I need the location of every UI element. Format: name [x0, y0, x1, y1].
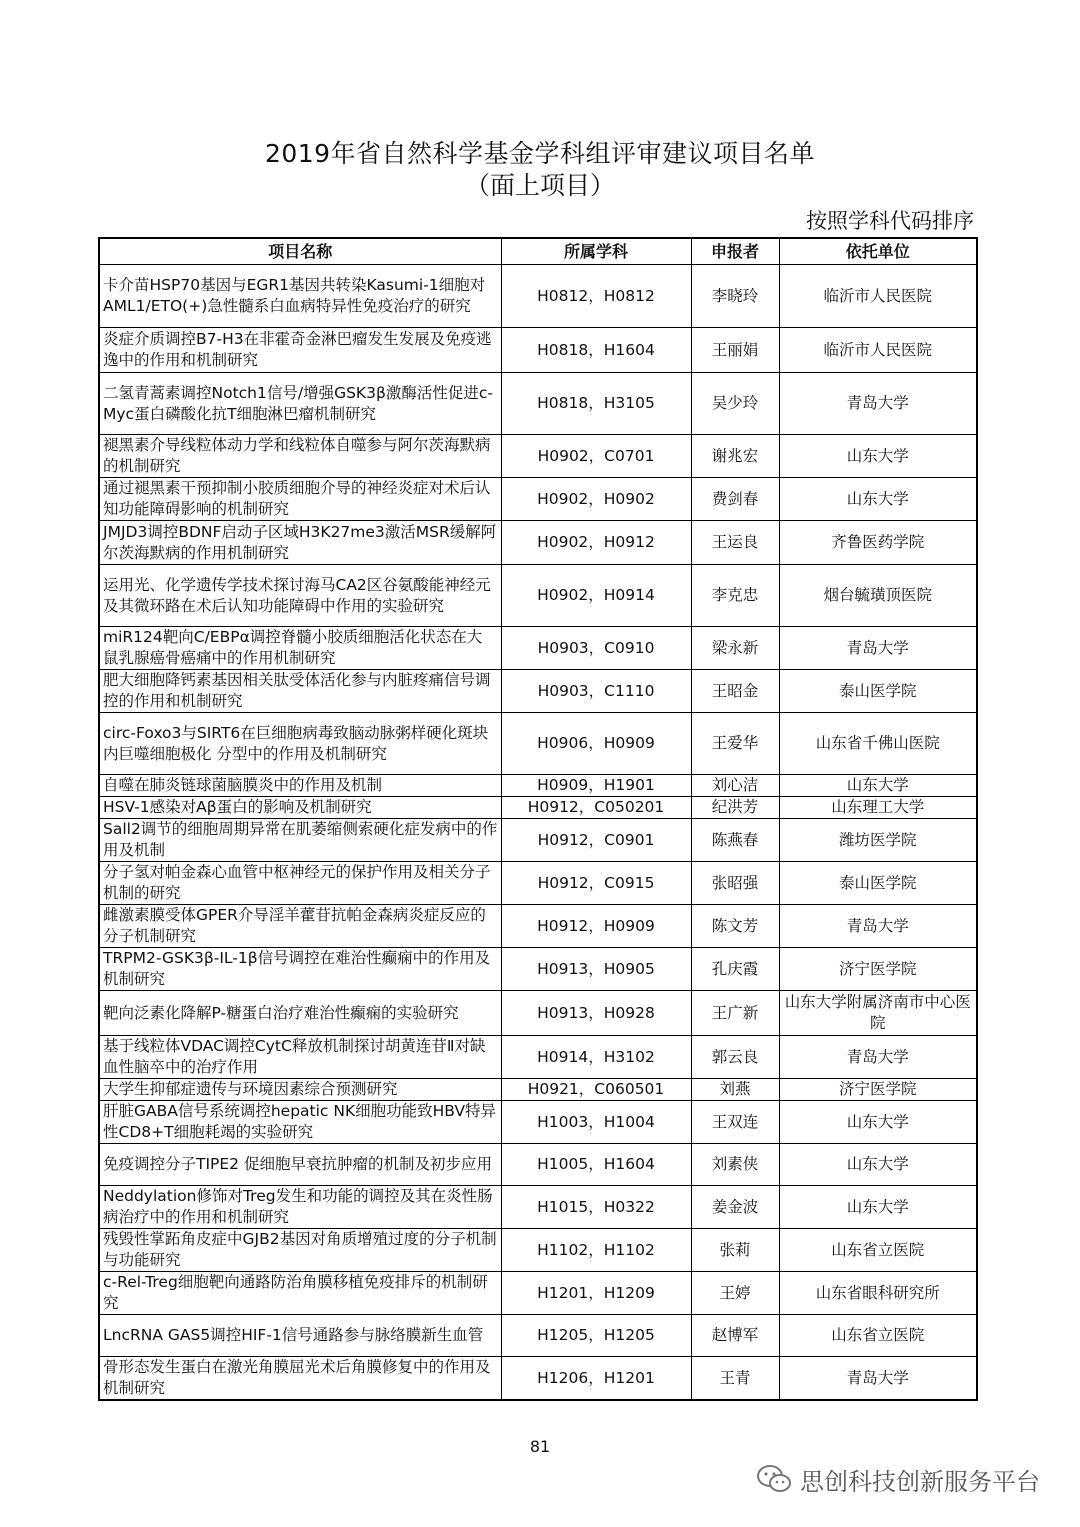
unit-cell: 山东大学 [779, 1101, 977, 1144]
unit-cell: 山东大学附属济南市中心医院 [779, 991, 977, 1036]
applicant-cell: 刘素侠 [691, 1144, 779, 1186]
unit-cell: 山东省立医院 [779, 1315, 977, 1357]
page-number: 81 [529, 1437, 551, 1456]
subject-cell: H0912，H0909 [501, 905, 691, 948]
column-header-project-name: 项目名称 [99, 238, 501, 265]
applicant-cell: 陈文芳 [691, 905, 779, 948]
column-header-unit: 依托单位 [779, 238, 977, 265]
project-name-cell: 基于线粒体VDAC调控CytC释放机制探讨胡黄连苷Ⅱ对缺血性脑卒中的治疗作用 [99, 1036, 501, 1079]
subject-cell: H0913，H0905 [501, 948, 691, 991]
unit-cell: 山东大学 [779, 478, 977, 521]
project-name-cell: 大学生抑郁症遗传与环境因素综合预测研究 [99, 1079, 501, 1101]
unit-cell: 泰山医学院 [779, 670, 977, 713]
table-row [99, 670, 977, 713]
table-row [99, 1079, 977, 1101]
subject-cell: H0912，C0915 [501, 862, 691, 905]
subject-cell: H0902，H0914 [501, 565, 691, 627]
applicant-cell: 王婷 [691, 1272, 779, 1315]
project-name-cell: 靶向泛素化降解P-糖蛋白治疗难治性癫痫的实验研究 [99, 991, 501, 1036]
subject-cell: H0913，H0928 [501, 991, 691, 1036]
watermark [756, 1461, 1040, 1497]
project-name-cell: 运用光、化学遗传学技术探讨海马CA2区谷氨酸能神经元及其微环路在术后认知功能障碍中作用的实验研究 [99, 565, 501, 627]
subject-cell: H0921，C060501 [501, 1079, 691, 1101]
applicant-cell: 纪洪芳 [691, 797, 779, 819]
column-header-subject: 所属学科 [501, 238, 691, 265]
table-row [99, 862, 977, 905]
applicant-cell: 李克忠 [691, 565, 779, 627]
subject-cell: H0912，C050201 [501, 797, 691, 819]
unit-cell: 济宁医学院 [779, 948, 977, 991]
subject-cell: H1205，H1205 [501, 1315, 691, 1357]
unit-cell: 烟台毓璜顶医院 [779, 565, 977, 627]
applicant-cell: 刘心洁 [691, 775, 779, 797]
table-row [99, 328, 977, 373]
table-row [99, 797, 977, 819]
subject-cell: H0902，H0902 [501, 478, 691, 521]
project-name-cell: 骨形态发生蛋白在激光角膜屈光术后角膜修复中的作用及机制研究 [99, 1357, 501, 1401]
project-name-cell: 炎症介质调控B7-H3在非霍奇金淋巴瘤发生发展及免疫逃逸中的作用和机制研究 [99, 328, 501, 373]
applicant-cell: 王丽娟 [691, 328, 779, 373]
project-name-cell: 自噬在肺炎链球菌脑膜炎中的作用及机制 [99, 775, 501, 797]
subject-cell: H1102，H1102 [501, 1229, 691, 1272]
unit-cell: 济宁医学院 [779, 1079, 977, 1101]
table-row [99, 627, 977, 670]
table-row [99, 1357, 977, 1401]
subject-cell: H0902，H0912 [501, 521, 691, 565]
applicant-cell: 刘燕 [691, 1079, 779, 1101]
project-name-cell: 残毁性掌跖角皮症中GJB2基因对角质增殖过度的分子机制与功能研究 [99, 1229, 501, 1272]
project-name-cell: 分子氢对帕金森心血管中枢神经元的保护作用及相关分子机制的研究 [99, 862, 501, 905]
unit-cell: 青岛大学 [779, 1357, 977, 1401]
subject-cell: H0906，H0909 [501, 713, 691, 775]
project-name-cell: TRPM2-GSK3β-IL-1β信号调控在难治性癫痫中的作用及机制研究 [99, 948, 501, 991]
subject-cell: H0912，C0901 [501, 819, 691, 862]
applicant-cell: 王广新 [691, 991, 779, 1036]
subject-cell: H0914，H3102 [501, 1036, 691, 1079]
subject-cell: H0909，H1901 [501, 775, 691, 797]
subject-cell: H0903，C0910 [501, 627, 691, 670]
unit-cell: 青岛大学 [779, 1036, 977, 1079]
unit-cell: 山东省眼科研究所 [779, 1272, 977, 1315]
unit-cell: 山东大学 [779, 435, 977, 478]
applicant-cell: 张莉 [691, 1229, 779, 1272]
unit-cell: 青岛大学 [779, 627, 977, 670]
unit-cell: 山东理工大学 [779, 797, 977, 819]
table-row [99, 1186, 977, 1229]
unit-cell: 临沂市人民医院 [779, 265, 977, 328]
page-title: 2019年省自然科学基金学科组评审建议项目名单 [264, 139, 816, 168]
applicant-cell: 姜金波 [691, 1186, 779, 1229]
table-row [99, 521, 977, 565]
project-name-cell: c-Rel-Treg细胞靶向通路防治角膜移植免疫排斥的机制研究 [99, 1272, 501, 1315]
applicant-cell: 梁永新 [691, 627, 779, 670]
subject-cell: H1003，H1004 [501, 1101, 691, 1144]
applicant-cell: 孔庆霞 [691, 948, 779, 991]
subject-cell: H1206，H1201 [501, 1357, 691, 1401]
unit-cell: 山东大学 [779, 1186, 977, 1229]
applicant-cell: 陈燕春 [691, 819, 779, 862]
unit-cell: 山东省千佛山医院 [779, 713, 977, 775]
applicant-cell: 王爱华 [691, 713, 779, 775]
unit-cell: 青岛大学 [779, 373, 977, 435]
project-name-cell: 雌激素膜受体GPER介导淫羊藿苷抗帕金森病炎症反应的分子机制研究 [99, 905, 501, 948]
unit-cell: 山东大学 [779, 775, 977, 797]
project-name-cell: 通过褪黑素干预抑制小胶质细胞介导的神经炎症对术后认知功能障碍影响的机制研究 [99, 478, 501, 521]
applicant-cell: 王青 [691, 1357, 779, 1401]
table-row [99, 991, 977, 1036]
wechat-icon [756, 1464, 792, 1494]
project-name-cell: 免疫调控分子TIPE2 促细胞早衰抗肿瘤的机制及初步应用 [99, 1144, 501, 1186]
page-subtitle: （面上项目） [464, 171, 615, 200]
applicant-cell: 张昭强 [691, 862, 779, 905]
project-name-cell: 褪黑素介导线粒体动力学和线粒体自噬参与阿尔茨海默病的机制研究 [99, 435, 501, 478]
watermark-text: 思创科技创新服务平台 [800, 1467, 1040, 1496]
table-row [99, 435, 977, 478]
subject-cell: H0818，H1604 [501, 328, 691, 373]
applicant-cell: 王双连 [691, 1101, 779, 1144]
project-table [98, 237, 978, 1401]
project-name-cell: LncRNA GAS5调控HIF-1信号通路参与脉络膜新生血管 [99, 1315, 501, 1357]
table-row [99, 373, 977, 435]
applicant-cell: 吴少玲 [691, 373, 779, 435]
project-name-cell: 肥大细胞降钙素基因相关肽受体活化参与内脏疼痛信号调控的作用和机制研究 [99, 670, 501, 713]
table-row [99, 1144, 977, 1186]
unit-cell: 青岛大学 [779, 905, 977, 948]
table-header-row [99, 238, 977, 265]
applicant-cell: 李晓玲 [691, 265, 779, 328]
column-header-applicant: 申报者 [691, 238, 779, 265]
unit-cell: 山东大学 [779, 1144, 977, 1186]
applicant-cell: 谢兆宏 [691, 435, 779, 478]
table-row [99, 713, 977, 775]
subject-cell: H0903，C1110 [501, 670, 691, 713]
subject-cell: H1201，H1209 [501, 1272, 691, 1315]
table-row [99, 565, 977, 627]
applicant-cell: 郭云良 [691, 1036, 779, 1079]
subject-cell: H1005，H1604 [501, 1144, 691, 1186]
table-row [99, 819, 977, 862]
applicant-cell: 赵博军 [691, 1315, 779, 1357]
unit-cell: 山东省立医院 [779, 1229, 977, 1272]
project-name-cell: JMJD3调控BDNF启动子区域H3K27me3激活MSR缓解阿尔茨海默病的作用机制研究 [99, 521, 501, 565]
unit-cell: 齐鲁医药学院 [779, 521, 977, 565]
table-row [99, 1315, 977, 1357]
sort-note: 按照学科代码排序 [806, 209, 974, 233]
project-name-cell: circ-Foxo3与SIRT6在巨细胞病毒致脑动脉粥样硬化斑块内巨噬细胞极化 分型中的作用及机制研究 [99, 713, 501, 775]
table-row [99, 1229, 977, 1272]
project-name-cell: Sall2调节的细胞周期异常在肌萎缩侧索硬化症发病中的作用及机制 [99, 819, 501, 862]
applicant-cell: 费剑春 [691, 478, 779, 521]
table-row [99, 265, 977, 328]
table-body [99, 265, 977, 1401]
table-row [99, 1272, 977, 1315]
unit-cell: 临沂市人民医院 [779, 328, 977, 373]
project-name-cell: 肝脏GABA信号系统调控hepatic NK细胞功能致HBV特异性CD8+T细胞耗竭的实验研究 [99, 1101, 501, 1144]
project-name-cell: Neddylation修饰对Treg发生和功能的调控及其在炎性肠病治疗中的作用和机制研究 [99, 1186, 501, 1229]
table-row [99, 905, 977, 948]
applicant-cell: 王运良 [691, 521, 779, 565]
table-row [99, 775, 977, 797]
project-name-cell: 卡介苗HSP70基因与EGR1基因共转染Kasumi-1细胞对AML1/ETO(+)急性髓系白血病特异性免疫治疗的研究 [99, 265, 501, 328]
subject-cell: H0902，C0701 [501, 435, 691, 478]
subject-cell: H0818，H3105 [501, 373, 691, 435]
subject-cell: H1015，H0322 [501, 1186, 691, 1229]
project-name-cell: 二氢青蒿素调控Notch1信号/增强GSK3β激酶活性促进c-Myc蛋白磷酸化抗T细胞淋巴瘤机制研究 [99, 373, 501, 435]
unit-cell: 潍坊医学院 [779, 819, 977, 862]
project-name-cell: miR124靶向C/EBPα调控脊髓小胶质细胞活化状态在大鼠乳腺癌骨癌痛中的作用机制研究 [99, 627, 501, 670]
unit-cell: 泰山医学院 [779, 862, 977, 905]
table-row [99, 948, 977, 991]
table-row [99, 1101, 977, 1144]
project-name-cell: HSV-1感染对Aβ蛋白的影响及机制研究 [99, 797, 501, 819]
table-row [99, 478, 977, 521]
subject-cell: H0812，H0812 [501, 265, 691, 328]
table-row [99, 1036, 977, 1079]
applicant-cell: 王昭金 [691, 670, 779, 713]
